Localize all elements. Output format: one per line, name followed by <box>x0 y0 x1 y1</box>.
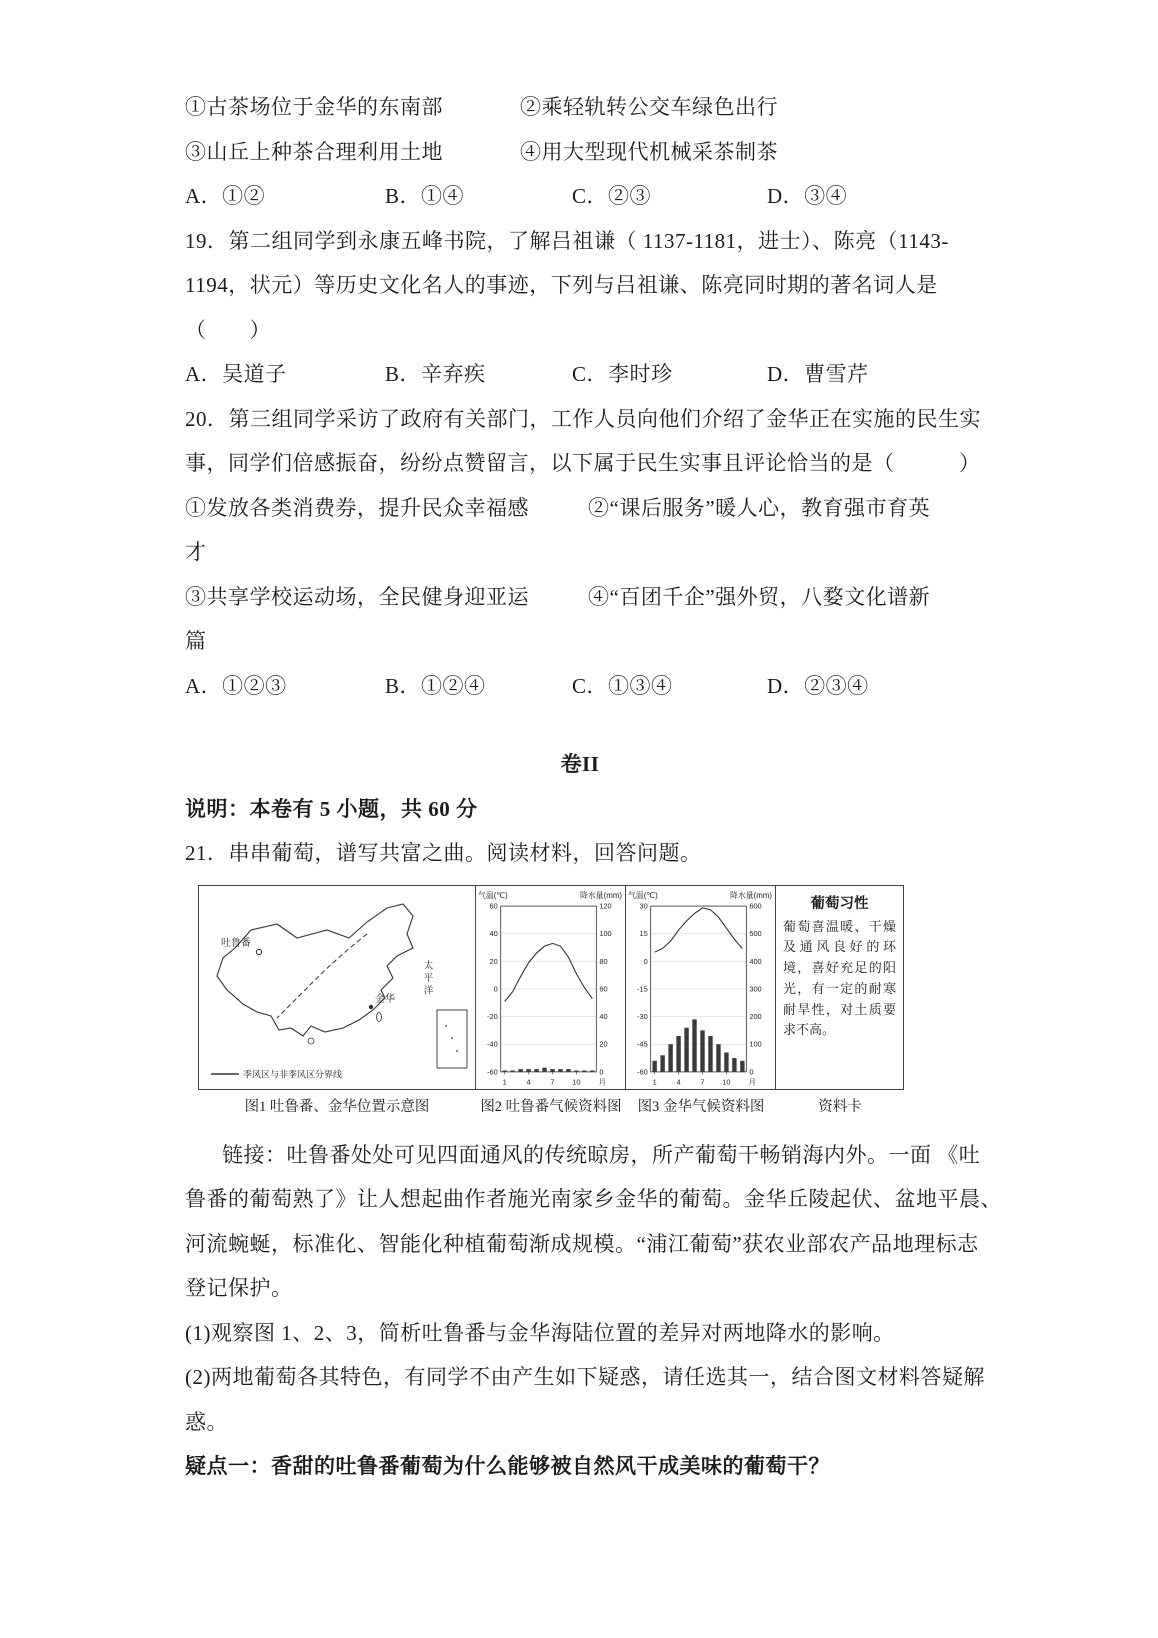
jinhua-label: 金华 <box>375 993 395 1005</box>
card-title: 葡萄习性 <box>810 895 869 912</box>
q20-choice-row-1 <box>185 485 975 530</box>
svg-text:15: 15 <box>639 928 648 938</box>
inset-islands-dot <box>451 1037 453 1039</box>
svg-text:500: 500 <box>749 928 762 938</box>
jinhua-climate-chart <box>626 886 774 1089</box>
turpan-label: 吐鲁番 <box>221 937 251 949</box>
caption-fig2: 图2 吐鲁番气候资料图 <box>480 1098 622 1115</box>
south-china-sea-inset <box>437 1010 467 1068</box>
q20-choice-2: ②“课后服务”暖人心，教育强市育英 <box>588 495 931 520</box>
hainan-shape <box>308 1038 314 1044</box>
link-line-3: 河流蜿蜒，标准化、智能化种植葡萄渐成规模。“浦江葡萄”获农业部农产品地理标志 <box>185 1231 979 1256</box>
svg-text:月: 月 <box>748 1077 756 1087</box>
q20-choice-4-wrap: 篇 <box>185 629 207 654</box>
turpan-marker <box>256 949 261 954</box>
svg-text:60: 60 <box>489 901 498 911</box>
monsoon-boundary-line <box>277 934 367 1018</box>
q20-text-line-1: 20．第三组同学采访了政府有关部门，工作人员向他们介绍了金华正在实施的民生实 <box>185 406 981 431</box>
svg-text:降水量(mm): 降水量(mm) <box>730 890 773 900</box>
svg-text:60: 60 <box>599 983 608 993</box>
svg-text:120: 120 <box>599 901 612 911</box>
svg-text:-60: -60 <box>487 1066 498 1076</box>
subquestion-2-line-2: 惑。 <box>185 1409 228 1434</box>
svg-text:20: 20 <box>599 1039 608 1049</box>
svg-text:20: 20 <box>489 956 498 966</box>
q18-option-c: C．②③ <box>572 184 652 209</box>
svg-text:4: 4 <box>676 1077 681 1087</box>
svg-text:10: 10 <box>572 1077 581 1087</box>
doubt-1: 疑点一：香甜的吐鲁番葡萄为什么能够被自然风干成美味的葡萄干？ <box>185 1454 830 1479</box>
q20-option-c: C．①③④ <box>572 673 673 698</box>
figure-block <box>198 885 975 1116</box>
q18-choice-3: ③山丘上种茶合理利用土地 <box>185 139 443 164</box>
q20-option-d: D．②③④ <box>767 673 869 698</box>
svg-text:100: 100 <box>749 1039 762 1049</box>
volume-title: 卷II <box>560 752 600 777</box>
q20-choice-1: ①发放各类消费券，提升民众幸福感 <box>185 495 529 520</box>
svg-text:月: 月 <box>598 1077 606 1087</box>
q19-text-line-3: （ ） <box>185 317 271 342</box>
q19-option-b: B．辛弃疾 <box>385 362 486 387</box>
svg-text:-60: -60 <box>637 1066 648 1076</box>
q18-choice-4: ④用大型现代机械采茶制茶 <box>520 139 778 164</box>
q19-option-d: D．曹雪芹 <box>767 362 869 387</box>
svg-text:-30: -30 <box>637 1011 648 1021</box>
china-outline <box>217 904 413 1036</box>
subquestion-2-line-1: (2)两地葡萄各其特色，有同学不由产生如下疑惑，请任选其一，结合图文材料答疑解 <box>185 1365 985 1390</box>
q18-options-row <box>185 173 975 218</box>
q20-text-line-2: 事，同学们倍感振奋，纷纷点赞留言，以下属于民生实事且评论恰当的是（ ） <box>185 451 981 476</box>
svg-text:气温(℃): 气温(℃) <box>477 890 508 900</box>
svg-text:200: 200 <box>749 1011 762 1021</box>
svg-text:-20: -20 <box>487 1011 498 1021</box>
caption-fig1: 图1 吐鲁番、金华位置示意图 <box>244 1098 430 1115</box>
link-line-4: 登记保护。 <box>185 1276 293 1301</box>
q20-choice-4: ④“百团千企”强外贸，八婺文化谱新 <box>588 584 931 609</box>
caption-fig3: 图3 金华气候资料图 <box>637 1098 765 1115</box>
svg-text:7: 7 <box>700 1077 705 1087</box>
jinhua-marker <box>369 1004 373 1008</box>
svg-text:1: 1 <box>652 1077 657 1087</box>
q20-option-a: A．①②③ <box>185 673 287 698</box>
link-line-1: 链接：吐鲁番处处可见四面通风的传统晾房，所产葡萄干畅销海内外。一面 《吐 <box>222 1142 981 1167</box>
svg-text:1: 1 <box>502 1077 507 1087</box>
figure-panels <box>198 885 975 1090</box>
svg-text:40: 40 <box>489 928 498 938</box>
q18-option-d: D．③④ <box>767 184 848 209</box>
svg-text:0: 0 <box>643 956 648 966</box>
svg-text:300: 300 <box>749 983 762 993</box>
svg-text:0: 0 <box>493 983 498 993</box>
q18-choice-1: ①古茶场位于金华的东南部 <box>185 95 443 120</box>
q18-choice-2: ②乘轻轨转公交车绿色出行 <box>520 95 778 120</box>
svg-text:0: 0 <box>599 1066 604 1076</box>
q20-choice-row-2 <box>185 574 975 619</box>
svg-text:4: 4 <box>526 1077 531 1087</box>
svg-text:100: 100 <box>599 928 612 938</box>
q21-intro: 21．串串葡萄，谱写共富之曲。阅读材料，回答问题。 <box>185 841 702 866</box>
china-location-map <box>198 885 476 1090</box>
q19-options-row <box>185 351 975 396</box>
q18-option-b: B．①④ <box>385 184 465 209</box>
q20-option-b: B．①②④ <box>385 673 486 698</box>
turpan-climate-panel <box>476 885 626 1090</box>
q19-option-a: A．吴道子 <box>185 362 287 387</box>
svg-text:降水量(mm): 降水量(mm) <box>580 890 623 900</box>
q20-options-row <box>185 663 975 708</box>
jinhua-climate-panel <box>626 885 776 1090</box>
inset-islands-dot <box>445 1025 447 1027</box>
figure-captions <box>198 1095 975 1116</box>
svg-text:-15: -15 <box>637 983 648 993</box>
inset-islands-dot <box>456 1050 458 1052</box>
svg-text:40: 40 <box>599 1011 608 1021</box>
volume-note: 说明：本卷有 5 小题，共 60 分 <box>185 796 478 821</box>
svg-text:10: 10 <box>722 1077 731 1087</box>
subquestion-1: (1)观察图 1、2、3，简析吐鲁番与金华海陆位置的差异对两地降水的影响。 <box>185 1320 895 1345</box>
svg-text:-45: -45 <box>637 1039 648 1049</box>
svg-text:400: 400 <box>749 956 762 966</box>
taiwan-shape <box>377 1012 382 1021</box>
q19-option-c: C．李时珍 <box>572 362 673 387</box>
q19-text-line-1: 19．第二组同学到永康五峰书院，了解吕祖谦（ 1137-1181，进士）、陈亮（1143- <box>185 228 949 253</box>
q20-choice-3: ③共享学校运动场，全民健身迎亚运 <box>185 584 529 609</box>
china-map-svg <box>199 886 475 1089</box>
q18-option-a: A．①② <box>185 184 266 209</box>
svg-text:气温(℃): 气温(℃) <box>627 890 658 900</box>
card-body: 葡萄喜温暖、干燥及通风良好的环境，喜好充足的阳光，有一定的耐寒耐旱性，对土质要求不高。 <box>783 918 896 1038</box>
q18-choice-row-1 <box>185 84 975 129</box>
turpan-climate-chart <box>476 886 624 1089</box>
pacific-label: 太平洋 <box>421 959 433 997</box>
caption-card: 资料卡 <box>818 1098 862 1115</box>
svg-text:0: 0 <box>749 1066 754 1076</box>
svg-text:80: 80 <box>599 956 608 966</box>
legend-label: 季风区与非季风区分界线 <box>243 1069 343 1079</box>
q20-choice-2-wrap: 才 <box>185 540 207 565</box>
svg-text:-40: -40 <box>487 1039 498 1049</box>
q19-text-line-2: 1194，状元）等历史文化名人的事迹，下列与吕祖谦、陈亮同时期的著名词人是 <box>185 273 938 298</box>
grape-info-card <box>776 885 904 1090</box>
svg-text:600: 600 <box>749 901 762 911</box>
q18-choice-row-2 <box>185 129 975 174</box>
link-line-2: 鲁番的葡萄熟了》让人想起曲作者施光南家乡金华的葡萄。金华丘陵起伏、盆地平晨、 <box>185 1187 1002 1212</box>
svg-text:7: 7 <box>550 1077 555 1087</box>
svg-text:30: 30 <box>639 901 648 911</box>
